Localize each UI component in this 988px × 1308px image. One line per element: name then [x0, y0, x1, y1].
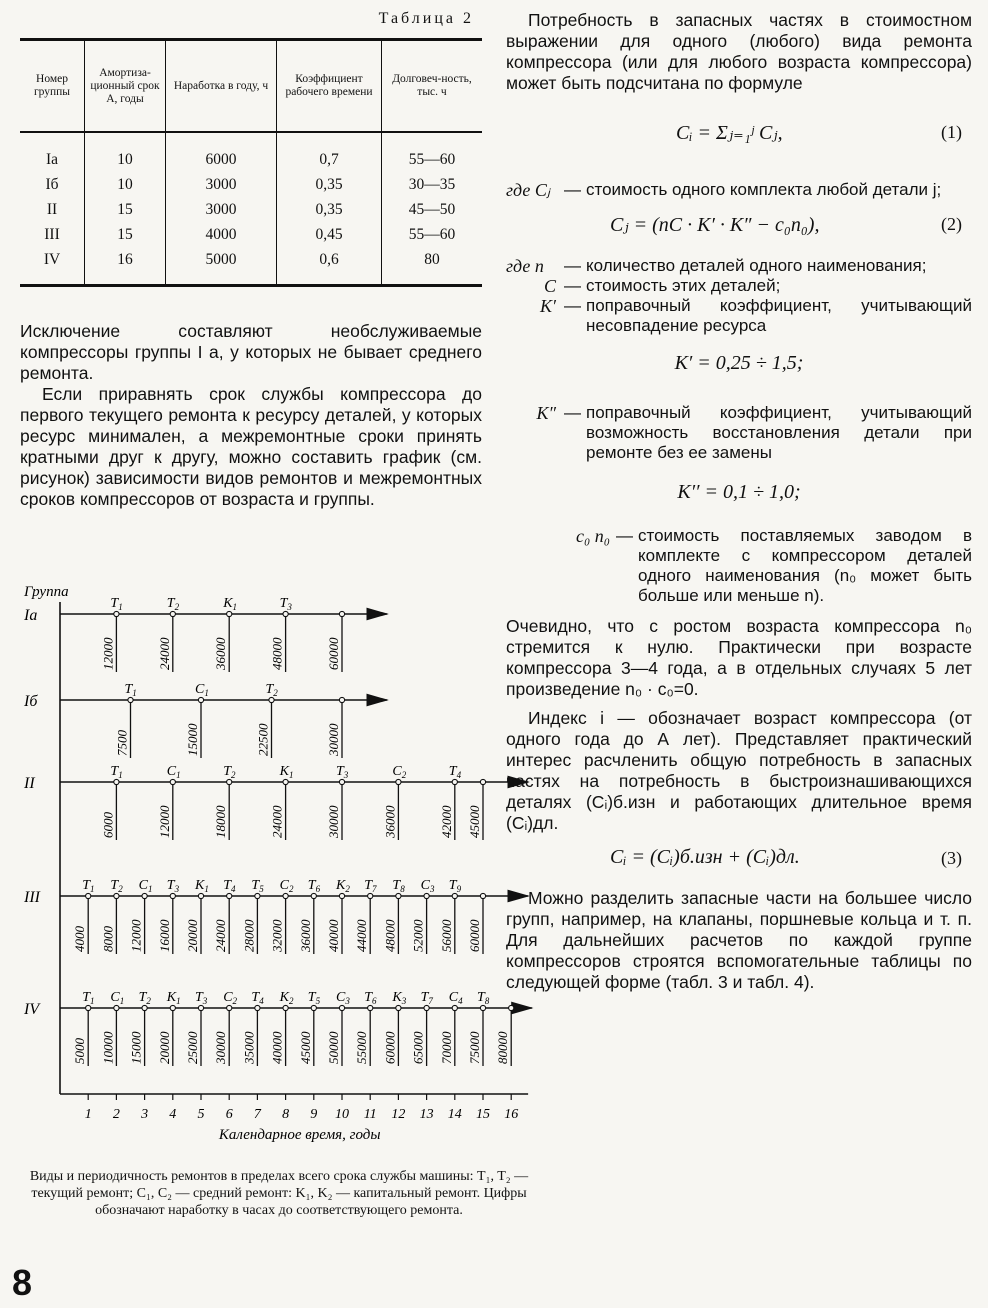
formula-3: Cᵢ = (Cᵢ)б.изн + (Cᵢ)дл. [610, 846, 800, 868]
event-label: $K_2$ [279, 990, 294, 1006]
x-tick-label: 1 [84, 1107, 92, 1122]
table-header-row [20, 40, 482, 133]
definition-k2 [506, 403, 972, 463]
x-tick-label: 13 [419, 1107, 434, 1122]
table-cell: 0,7 [277, 132, 382, 172]
event-node [128, 697, 133, 702]
event-label: $T_6$ [307, 878, 321, 894]
event-label: $T_6$ [364, 990, 377, 1006]
event-node [396, 779, 401, 784]
event-label: $T_2$ [265, 682, 278, 698]
event-label: $C_1$ [195, 682, 209, 698]
definition-symbol: c₀ n₀ [575, 526, 610, 546]
table-header-cell: Номер группы [20, 40, 85, 133]
definition-text: поправочный коэффициент, учитывающий возможность восстановления детали при ремонте без ее замены [586, 403, 972, 462]
paragraph-exception: Исключение составляют необслуживаемые компрессоры группы I а, у которых не бывает среднего ремонта. [20, 321, 482, 383]
table-cell: 55—60 [382, 222, 483, 247]
event-hours-label: 12000 [100, 637, 116, 670]
table-header-cell: Долговеч-ность, тыс. ч [382, 40, 483, 133]
event-hours-label: 56000 [438, 919, 454, 952]
event-node [170, 611, 175, 616]
paragraph-last: Можно разделить запасные части на большее число групп, например, на клапаны, поршневые кольца и т. п. Для дальнейших расчетов по каждой группе компрессоров строятся вспомогательные таблицы по следующей форме (табл. 3 и табл. 4). [506, 888, 972, 992]
event-node [227, 611, 232, 616]
event-hours-label: 80000 [495, 1031, 511, 1064]
event-hours-label: 30000 [326, 805, 341, 838]
event-node [142, 893, 147, 898]
table-cell: 6000 [166, 132, 277, 172]
definition-symbol: где Cⱼ [506, 180, 550, 200]
event-node [86, 893, 91, 898]
event-node [283, 893, 288, 898]
table-cell: 5000 [166, 247, 277, 286]
event-label: $T_2$ [138, 990, 151, 1006]
event-label: $T_1$ [110, 764, 123, 780]
definition-text: стоимость этих деталей; [586, 276, 781, 295]
event-label: $K_1$ [223, 596, 238, 612]
event-label: $C_2$ [279, 878, 294, 894]
event-hours-label: 24000 [213, 919, 229, 952]
definition-k1 [506, 296, 972, 336]
event-label: $T_3$ [279, 596, 292, 612]
formula-3-number: (3) [941, 848, 962, 868]
table-cell: IV [43, 250, 61, 268]
event-label: $C_2$ [223, 990, 238, 1006]
left-column [20, 8, 482, 510]
event-hours-label: 65000 [410, 1031, 426, 1064]
table-cell: III [44, 225, 60, 243]
event-hours-label: 20000 [156, 1031, 172, 1064]
formula-3-row [506, 834, 972, 888]
event-hours-label: 7500 [114, 730, 130, 756]
event-node [86, 1005, 91, 1010]
event-node [255, 893, 260, 898]
event-label: $K_1$ [195, 878, 209, 894]
event-label: $T_7$ [364, 878, 377, 894]
event-node [311, 1005, 316, 1010]
event-hours-label: 16000 [156, 919, 172, 952]
event-node [114, 779, 119, 784]
table-cell: 10 [85, 172, 166, 197]
event-label: $C_1$ [166, 764, 181, 780]
event-label: $C_3$ [336, 990, 350, 1006]
table-cell: 4000 [166, 222, 277, 247]
table-cell: 15 [85, 222, 166, 247]
event-node [509, 1005, 514, 1010]
event-hours-label: 6000 [100, 812, 116, 838]
event-node [452, 779, 457, 784]
formula-k1: K′ = 0,25 ÷ 1,5; [674, 352, 804, 374]
x-axis-label: Календарное время, годы [218, 1127, 381, 1143]
event-label: $T_2$ [223, 764, 236, 780]
event-node [198, 893, 203, 898]
event-label: $T_1$ [82, 990, 95, 1006]
event-label: $T_4$ [251, 990, 264, 1006]
event-hours-label: 24000 [269, 805, 285, 838]
x-tick-label: 14 [447, 1107, 462, 1122]
event-hours-label: 36000 [213, 637, 229, 670]
event-hours-label: 30000 [213, 1031, 229, 1064]
repair-schedule-chart [20, 574, 540, 1149]
x-tick-label: 4 [169, 1107, 177, 1122]
table-cell: 30—35 [382, 172, 483, 197]
event-hours-label: 60000 [382, 1031, 398, 1064]
x-tick-label: 11 [363, 1107, 377, 1122]
event-node [227, 779, 232, 784]
table-row [20, 172, 482, 197]
event-hours-label: 35000 [241, 1031, 257, 1064]
event-hours-label: 8000 [100, 926, 116, 952]
definition-symbol: K″ [536, 403, 556, 423]
event-node [283, 611, 288, 616]
table-row [20, 197, 482, 222]
event-label: $T_2$ [110, 878, 123, 894]
event-hours-label: 12000 [128, 919, 144, 952]
event-hours-label: 36000 [297, 919, 313, 952]
event-label: $T_4$ [448, 764, 462, 780]
formula-2-row [506, 200, 972, 256]
event-hours-label: 40000 [326, 919, 341, 952]
event-node [227, 1005, 232, 1010]
table-cell: 0,35 [277, 197, 382, 222]
table-header-cell: Амортиза-ционный срок А, годы [85, 40, 166, 133]
group-label: IV [24, 1001, 40, 1018]
dash: — [564, 180, 581, 199]
group-label: II [24, 775, 35, 792]
formula-k2: K′′ = 0,1 ÷ 1,0; [677, 481, 801, 503]
event-hours-label: 48000 [269, 637, 285, 670]
event-node [424, 1005, 429, 1010]
x-tick-label: 6 [225, 1107, 233, 1122]
table-cell: Iа [45, 150, 59, 168]
table-cell: 15 [85, 197, 166, 222]
table-cell: 0,45 [277, 222, 382, 247]
definition-cj [506, 180, 972, 200]
event-hours-label: 28000 [241, 919, 257, 952]
event-hours-label: 15000 [128, 1031, 144, 1064]
event-node [396, 1005, 401, 1010]
table-2 [20, 38, 482, 287]
dash: — [564, 403, 581, 422]
event-hours-label: 48000 [382, 919, 398, 952]
definition-symbol: K′ [540, 296, 556, 316]
formula-2: Cⱼ = (nC · K′ · K″ − c₀n₀), [610, 214, 820, 236]
event-node [339, 893, 344, 898]
event-node [170, 893, 175, 898]
table-cell: 0,35 [277, 172, 382, 197]
table-cell: 16 [85, 247, 166, 286]
event-hours-label: 12000 [156, 805, 172, 838]
definition-text: стоимость поставляемых заводом в комплекте с компрессором деталей одного наименования (n₀ может быть больше или меньше n). [638, 526, 972, 605]
event-label: $T_4$ [223, 878, 236, 894]
table-header-cell: Наработка в году, ч [166, 40, 277, 133]
table-cell: 3000 [166, 197, 277, 222]
table-cell: 3000 [166, 172, 277, 197]
table-cell: 80 [382, 247, 483, 286]
event-hours-label: 70000 [438, 1031, 454, 1064]
x-tick-label: 12 [391, 1107, 406, 1122]
event-node [452, 893, 457, 898]
paragraph-obviously: Очевидно, что с ростом возраста компрессора n₀ стремится к нулю. Практически при возрасте компрессора 3—4 года, а в отдельных случаях 5 лет произведение n₀ · c₀=0. [506, 616, 972, 699]
event-label: $T_8$ [392, 878, 405, 894]
event-node [114, 893, 119, 898]
definition-symbol: C [543, 276, 556, 296]
event-label: $T_1$ [110, 596, 123, 612]
event-hours-label: 75000 [467, 1031, 482, 1064]
event-label: $C_1$ [110, 990, 125, 1006]
event-hours-label: 52000 [410, 919, 426, 952]
event-hours-label: 36000 [382, 805, 398, 838]
figure-caption: Виды и периодичность ремонтов в пределах всего срока службы машины: T₁, T₂ — текущий ремонт; C₁, C₂ — средний ремонт: K₁, K₂ — капитальный ремонт. Цифры обозначают наработку в часах до соответствующего ремонта. [29, 1169, 529, 1218]
event-hours-label: 60000 [326, 637, 341, 670]
group-label: Iб [24, 693, 38, 710]
event-node [311, 893, 316, 898]
page-number: 8 [12, 1262, 33, 1303]
event-node [269, 697, 274, 702]
dash: — [564, 296, 581, 315]
event-hours-label: 44000 [354, 919, 370, 952]
table-header-cell: Коэффициент рабочего времени [277, 40, 382, 133]
x-tick-label: 8 [282, 1107, 290, 1122]
event-hours-label: 24000 [156, 637, 172, 670]
event-label: $T_7$ [420, 990, 433, 1006]
x-tick-label: 7 [253, 1107, 261, 1122]
event-label: $T_1$ [82, 878, 95, 894]
x-tick-label: 2 [112, 1107, 120, 1122]
x-tick-label: 15 [476, 1107, 490, 1122]
event-node [339, 779, 344, 784]
event-hours-label: 30000 [326, 723, 341, 756]
table-row [20, 247, 482, 286]
event-node [339, 1005, 344, 1010]
event-hours-label: 4000 [72, 926, 88, 952]
event-label: $K_1$ [279, 764, 294, 780]
event-hours-label: 15000 [185, 723, 200, 756]
table-caption: Таблица 2 [378, 10, 474, 27]
event-node [452, 1005, 457, 1010]
event-hours-label: 25000 [185, 1031, 200, 1064]
right-column [506, 10, 972, 993]
event-hours-label: 45000 [467, 805, 482, 838]
event-hours-label: 42000 [438, 805, 454, 838]
definition-c0n0 [506, 526, 972, 606]
event-hours-label: 20000 [185, 919, 200, 952]
event-label: $T_9$ [448, 878, 462, 894]
event-label: $T_2$ [166, 596, 180, 612]
event-node [170, 1005, 175, 1010]
event-hours-label: 50000 [326, 1031, 341, 1064]
dash: — [564, 276, 581, 295]
x-tick-label: 3 [141, 1107, 149, 1122]
event-node [283, 1005, 288, 1010]
table-cell: 0,6 [277, 247, 382, 286]
table-row [20, 132, 482, 172]
paragraph-schedule: Если приравнять срок службы компрессора до первого текущего ремонта к ресурсу деталей, у которых ресурс минимален, а межремонтные сроки принять кратными друг к другу, можно составить график (см. рисунок) зависимости видов ремонтов и межремонтных сроков компрессоров от возраста и группы. [20, 384, 482, 509]
event-label: $T_3$ [166, 878, 180, 894]
event-hours-label: 10000 [100, 1031, 116, 1064]
event-node [227, 893, 232, 898]
event-label: $T_8$ [477, 990, 490, 1006]
x-tick-label: 10 [335, 1107, 349, 1122]
event-node [396, 893, 401, 898]
x-tick-label: 5 [197, 1107, 205, 1122]
event-label: $C_3$ [420, 878, 435, 894]
event-node [339, 697, 344, 702]
repair-schedule-figure [20, 574, 540, 1149]
group-label: III [24, 889, 40, 906]
event-node [480, 893, 485, 898]
event-label: $C_2$ [392, 764, 407, 780]
formula-2-number: (2) [941, 214, 962, 234]
event-label: $K_2$ [336, 878, 350, 894]
dash: — [564, 256, 581, 275]
event-node [170, 779, 175, 784]
event-label: $C_1$ [138, 878, 153, 894]
table-cell: II [46, 200, 58, 218]
event-label: $T_3$ [336, 764, 349, 780]
event-label: $K_1$ [166, 990, 181, 1006]
event-node [198, 697, 203, 702]
definition-c [506, 276, 972, 296]
event-label: $T_5$ [307, 990, 321, 1006]
event-hours-label: 5000 [72, 1038, 88, 1064]
event-hours-label: 40000 [269, 1031, 285, 1064]
group-label: Iа [24, 607, 38, 624]
event-node [424, 893, 429, 898]
event-label: $T_3$ [195, 990, 208, 1006]
table-cell: 55—60 [382, 132, 483, 172]
definition-text: стоимость одного комплекта любой детали j; [586, 180, 942, 199]
definition-n [506, 256, 972, 276]
event-hours-label: 22500 [255, 723, 271, 756]
event-node [114, 611, 119, 616]
table-cell: 10 [85, 132, 166, 172]
event-label: $T_1$ [124, 682, 137, 698]
x-tick-label: 9 [310, 1107, 318, 1122]
event-hours-label: 55000 [354, 1031, 370, 1064]
paragraph-intro: Потребность в запасных частях в стоимостном выражении для одного (любого) вида ремонта компрессора (или для любого возраста компрессора) может быть подсчитана по формуле [506, 10, 972, 93]
event-node [480, 1005, 485, 1010]
definition-symbol: где n [506, 256, 544, 276]
y-axis-label: Группа [24, 584, 69, 600]
event-node [198, 1005, 203, 1010]
definition-text: поправочный коэффициент, учитывающий несовпадение ресурса [586, 296, 972, 335]
event-node [255, 1005, 260, 1010]
table-cell: 45—50 [382, 197, 483, 222]
paragraph-index: Индекс i — обозначает возраст компрессора (от одного года до А лет). Представляет практический интерес расчленить общую потребность в запасных частях на потребность в быстроизнашивающихся деталях (Cᵢ)б.изн и работающих длительное время (Cᵢ)дл. [506, 708, 972, 833]
definition-text: количество деталей одного наименования; [586, 256, 927, 275]
event-node [368, 893, 373, 898]
event-node [480, 779, 485, 784]
formula-1-row [506, 94, 972, 180]
x-tick-label: 16 [504, 1107, 519, 1122]
event-node [142, 1005, 147, 1010]
event-label: $K_3$ [392, 990, 407, 1006]
event-hours-label: 45000 [297, 1031, 313, 1064]
table-row [20, 222, 482, 247]
event-hours-label: 60000 [467, 919, 482, 952]
dash: — [616, 526, 633, 545]
event-node [283, 779, 288, 784]
event-hours-label: 18000 [213, 805, 229, 838]
formula-1-number: (1) [941, 122, 962, 142]
event-node [368, 1005, 373, 1010]
event-label: $T_5$ [251, 878, 264, 894]
event-label: $C_4$ [448, 990, 463, 1006]
event-hours-label: 32000 [269, 919, 285, 952]
table-cell: Iб [45, 175, 59, 193]
formula-1: Cᵢ = Σⱼ₌₁ʲ Cⱼ, [676, 122, 783, 144]
event-node [339, 611, 344, 616]
event-node [114, 1005, 119, 1010]
